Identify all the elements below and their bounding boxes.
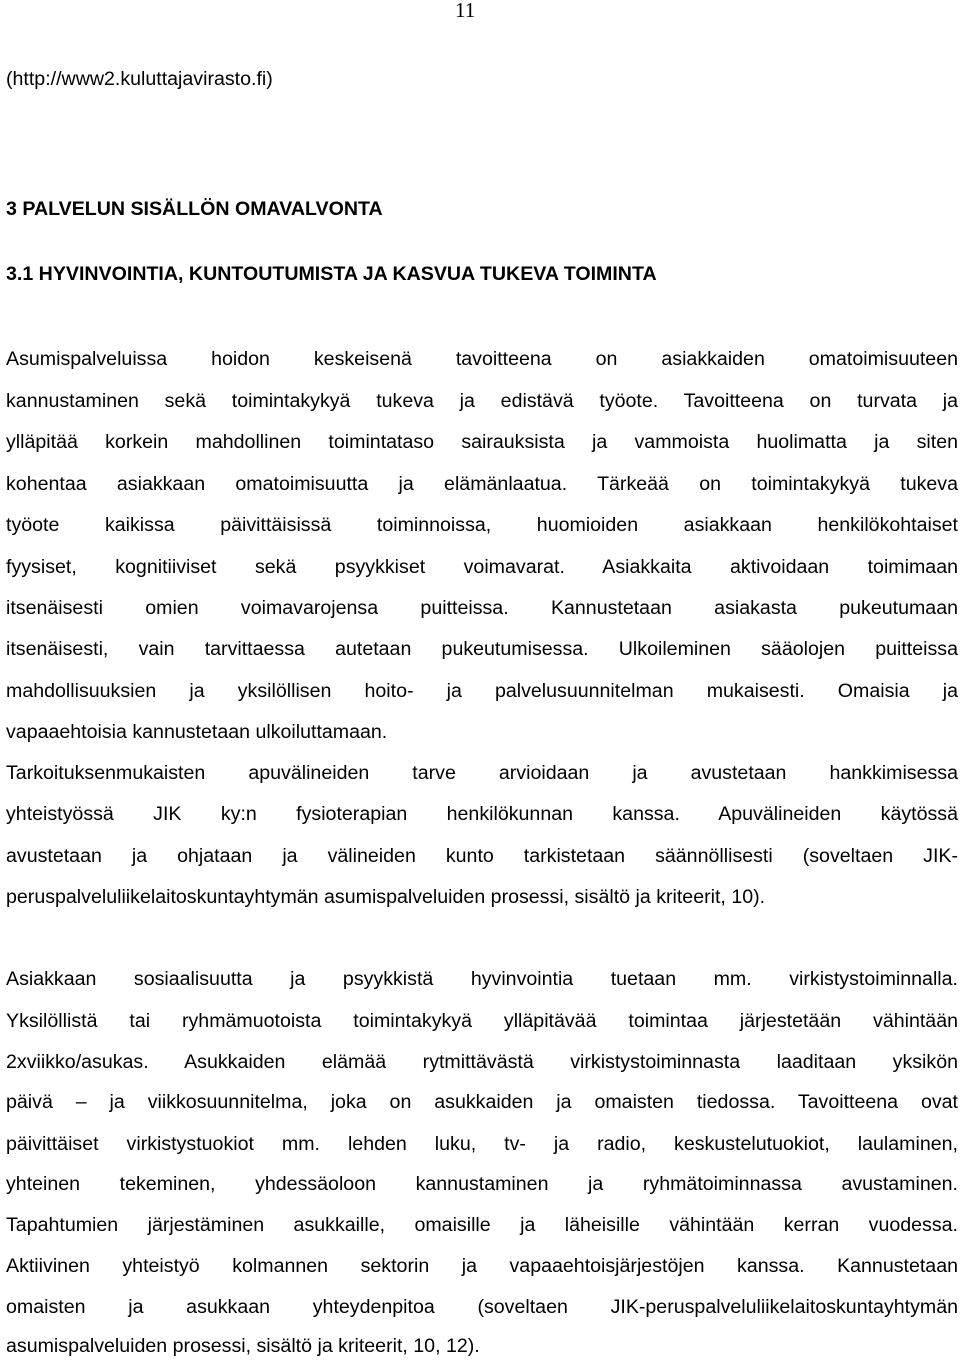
- source-reference: (http://www2.kuluttajavirasto.fi): [6, 68, 273, 90]
- subsection-heading: 3.1 HYVINVOINTIA, KUNTOUTUMISTA JA KASVUA TUKEVA TOIMINTA: [6, 263, 657, 285]
- page-number: 11: [455, 0, 476, 22]
- paragraph-line: Aktiivinen yhteistyö kolmannen sektorin ja vapaaehtoisjärjestöjen kanssa. Kannustetaan: [6, 1255, 958, 1277]
- paragraph-line: kannustaminen sekä toimintakykyä tukeva ja edistävä työote. Tavoitteena on turvata ja: [6, 390, 958, 412]
- paragraph-line: Tarkoituksenmukaisten apuvälineiden tarve arvioidaan ja avustetaan hankkimisessa: [6, 762, 958, 784]
- paragraph-line: ylläpitää korkein mahdollinen toimintataso sairauksista ja vammoista huolimatta ja siten: [6, 431, 958, 453]
- paragraph-line: Asiakkaan sosiaalisuutta ja psyykkistä hyvinvointia tuetaan mm. virkistystoiminnalla.: [6, 968, 958, 990]
- paragraph-line: avustetaan ja ohjataan ja välineiden kunto tarkistetaan säännöllisesti (soveltaen JIK-: [6, 845, 958, 867]
- paragraph-line: vapaaehtoisia kannustetaan ulkoiluttamaan.: [6, 721, 388, 743]
- paragraph-line: työote kaikissa päivittäisissä toiminnoissa, huomioiden asiakkaan henkilökohtaiset: [6, 514, 958, 536]
- paragraph-line: 2xviikko/asukas. Asukkaiden elämää rytmittävästä virkistystoiminnasta laaditaan yksikön: [6, 1051, 958, 1073]
- paragraph-line: itsenäisesti, vain tarvittaessa autetaan pukeutumisessa. Ulkoileminen sääolojen puitteissa: [6, 638, 958, 660]
- section-heading: 3 PALVELUN SISÄLLÖN OMAVALVONTA: [6, 198, 383, 220]
- paragraph-line: kohentaa asiakkaan omatoimisuutta ja elämänlaatua. Tärkeää on toimintakykyä tukeva: [6, 473, 958, 495]
- paragraph-line: Tapahtumien järjestäminen asukkaille, omaisille ja läheisille vähintään kerran vuodessa.: [6, 1214, 958, 1236]
- paragraph-line: päivä – ja viikkosuunnitelma, joka on asukkaiden ja omaisten tiedossa. Tavoitteena ovat: [6, 1091, 958, 1113]
- paragraph-line: omaisten ja asukkaan yhteydenpitoa (soveltaen JIK-peruspalveluliikelaitoskuntayhtymän: [6, 1296, 958, 1318]
- paragraph-line: Asumispalveluissa hoidon keskeisenä tavoitteena on asiakkaiden omatoimisuuteen: [6, 348, 958, 370]
- paragraph-line: Yksilöllistä tai ryhmämuotoista toimintakykyä ylläpitävää toimintaa järjestetään vähintään: [6, 1010, 958, 1032]
- paragraph-line: yhteinen tekeminen, yhdessäoloon kannustaminen ja ryhmätoiminnassa avustaminen.: [6, 1173, 958, 1195]
- paragraph-line: peruspalveluliikelaitoskuntayhtymän asumispalveluiden prosessi, sisältö ja kriteerit, 10).: [6, 886, 766, 908]
- paragraph-line: itsenäisesti omien voimavarojensa puitteissa. Kannustetaan asiakasta pukeutumaan: [6, 597, 958, 619]
- paragraph-line: fyysiset, kognitiiviset sekä psyykkiset voimavarat. Asiakkaita aktivoidaan toimimaan: [6, 556, 958, 578]
- paragraph-line: yhteistyössä JIK ky:n fysioterapian henkilökunnan kanssa. Apuvälineiden käytössä: [6, 803, 958, 825]
- paragraph-line: mahdollisuuksien ja yksilöllisen hoito- ja palvelusuunnitelman mukaisesti. Omaisia ja: [6, 680, 958, 702]
- paragraph-line: asumispalveluiden prosessi, sisältö ja kriteerit, 10, 12).: [6, 1335, 480, 1357]
- paragraph-line: päivittäiset virkistystuokiot mm. lehden luku, tv- ja radio, keskustelutuokiot, laulaminen,: [6, 1133, 958, 1155]
